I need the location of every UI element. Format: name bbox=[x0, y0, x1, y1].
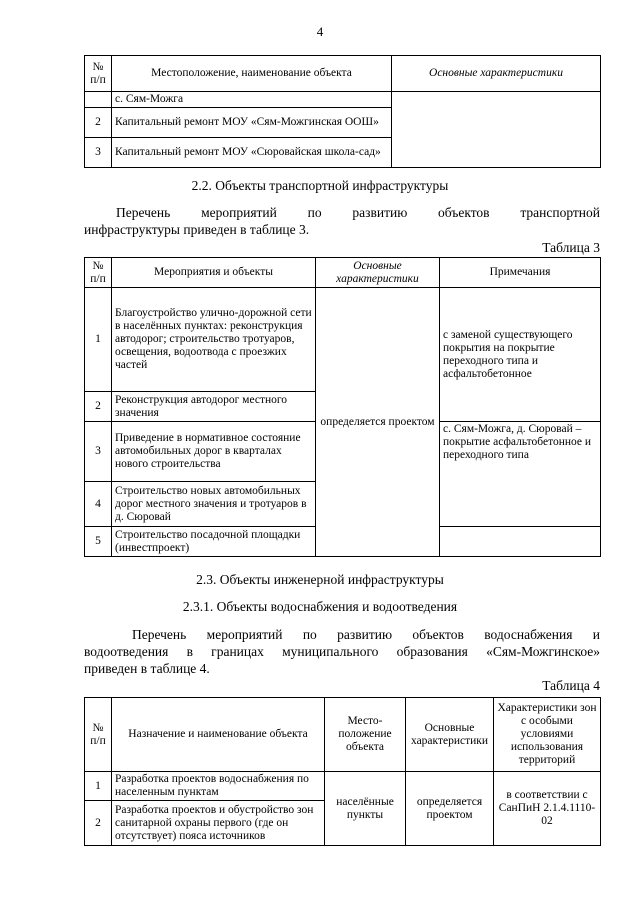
section-2-3-heading: 2.3. Объекты инженерной инфраструктуры bbox=[196, 572, 444, 587]
paragraph-line: Перечень мероприятий по развитию объектов транспортной bbox=[116, 205, 600, 220]
table-top-header-characteristics: Основные характеристики bbox=[392, 56, 601, 92]
section-2-2-paragraph bbox=[84, 204, 600, 238]
row-text: Благоустройство улично-дорожной сети в населённых пунктах: реконструкция автодорог; строительство тротуаров, освещения, водоотвода с проезжих частей bbox=[112, 288, 316, 392]
row-text: Строительство посадочной площадки (инвестпроект) bbox=[112, 527, 316, 557]
table3-empty-note bbox=[440, 527, 601, 557]
row-text: Капитальный ремонт МОУ «Сюровайская школа-сад» bbox=[112, 138, 392, 168]
row-text: Строительство новых автомобильных дорог местного значения и тротуаров в д. Сюровай bbox=[112, 482, 316, 527]
table3-caption: Таблица 3 bbox=[542, 240, 600, 255]
row-number: 2 bbox=[85, 108, 112, 138]
table-top bbox=[84, 55, 601, 168]
paragraph-line: водоотведения в границах муниципального образования «Сям-Можгинское» bbox=[84, 644, 600, 659]
table-top-location-row: с. Сям-Можга bbox=[112, 92, 392, 108]
table-row bbox=[85, 772, 601, 801]
row-number: 2 bbox=[85, 801, 112, 846]
table4-zones: в соответствии с СанПиН 2.1.4.1110-02 bbox=[494, 772, 601, 846]
table-row bbox=[85, 288, 601, 392]
table4-header-name: Назначение и наименование объекта bbox=[112, 698, 325, 772]
row-text: Разработка проектов водоснабжения по населенным пунктам bbox=[112, 772, 325, 801]
table4-location: населённые пункты bbox=[325, 772, 406, 846]
row-text: Капитальный ремонт МОУ «Сям-Можгинская ООШ» bbox=[112, 108, 392, 138]
table-top-characteristics-cell bbox=[392, 92, 601, 168]
section-2-3-1-heading: 2.3.1. Объекты водоснабжения и водоотведения bbox=[182, 599, 458, 614]
table3-header-events: Мероприятия и объекты bbox=[112, 258, 316, 288]
table4-caption: Таблица 4 bbox=[542, 678, 600, 693]
table-top-header-num: № п/п bbox=[85, 56, 112, 92]
table3-characteristics: определяется проектом bbox=[316, 288, 440, 557]
paragraph-line: инфраструктуры приведен в таблице 3. bbox=[84, 222, 310, 237]
table4-characteristics: определяется проектом bbox=[406, 772, 494, 846]
table4-header-characteristics: Основные характеристики bbox=[406, 698, 494, 772]
table4-header-location: Место-положение объекта bbox=[325, 698, 406, 772]
row-number: 3 bbox=[85, 138, 112, 168]
row-text: Реконструкция автодорог местного значения bbox=[112, 392, 316, 422]
row-number: 4 bbox=[85, 482, 112, 527]
row-number: 5 bbox=[85, 527, 112, 557]
page-number: 4 bbox=[316, 24, 324, 39]
table-top-header-location: Местоположение, наименование объекта bbox=[112, 56, 392, 92]
paragraph-line: приведен в таблице 4. bbox=[84, 661, 210, 676]
table3-header-notes: Примечания bbox=[440, 258, 601, 288]
paragraph-line: Перечень мероприятий по развитию объектов водоснабжения и bbox=[132, 627, 600, 642]
table3-header-num: № п/п bbox=[85, 258, 112, 288]
table-top-empty-num bbox=[85, 92, 112, 108]
row-number: 1 bbox=[85, 772, 112, 801]
table3-note-1: с заменой существующего покрытия на покрытие переходного типа и асфальтобетонное bbox=[440, 288, 601, 422]
table3-note-2: с. Сям-Можга, д. Сюровай – покрытие асфальтобетонное и переходного типа bbox=[440, 422, 601, 527]
section-2-3-paragraph bbox=[84, 626, 600, 677]
row-number: 3 bbox=[85, 422, 112, 482]
row-text: Приведение в нормативное состояние автомобильных дорог в кварталах нового строительства bbox=[112, 422, 316, 482]
row-number: 1 bbox=[85, 288, 112, 392]
table4 bbox=[84, 697, 601, 846]
section-2-2-heading: 2.2. Объекты транспортной инфраструктуры bbox=[191, 178, 449, 193]
table4-header-zones: Характеристики зон с особыми условиями использования территорий bbox=[494, 698, 601, 772]
table4-header-num: № п/п bbox=[85, 698, 112, 772]
row-text: Разработка проектов и обустройство зон санитарной охраны первого (где он отсутствует) пояса источников bbox=[112, 801, 325, 846]
table3 bbox=[84, 257, 601, 557]
row-number: 2 bbox=[85, 392, 112, 422]
table3-header-characteristics: Основные характеристики bbox=[316, 258, 440, 288]
